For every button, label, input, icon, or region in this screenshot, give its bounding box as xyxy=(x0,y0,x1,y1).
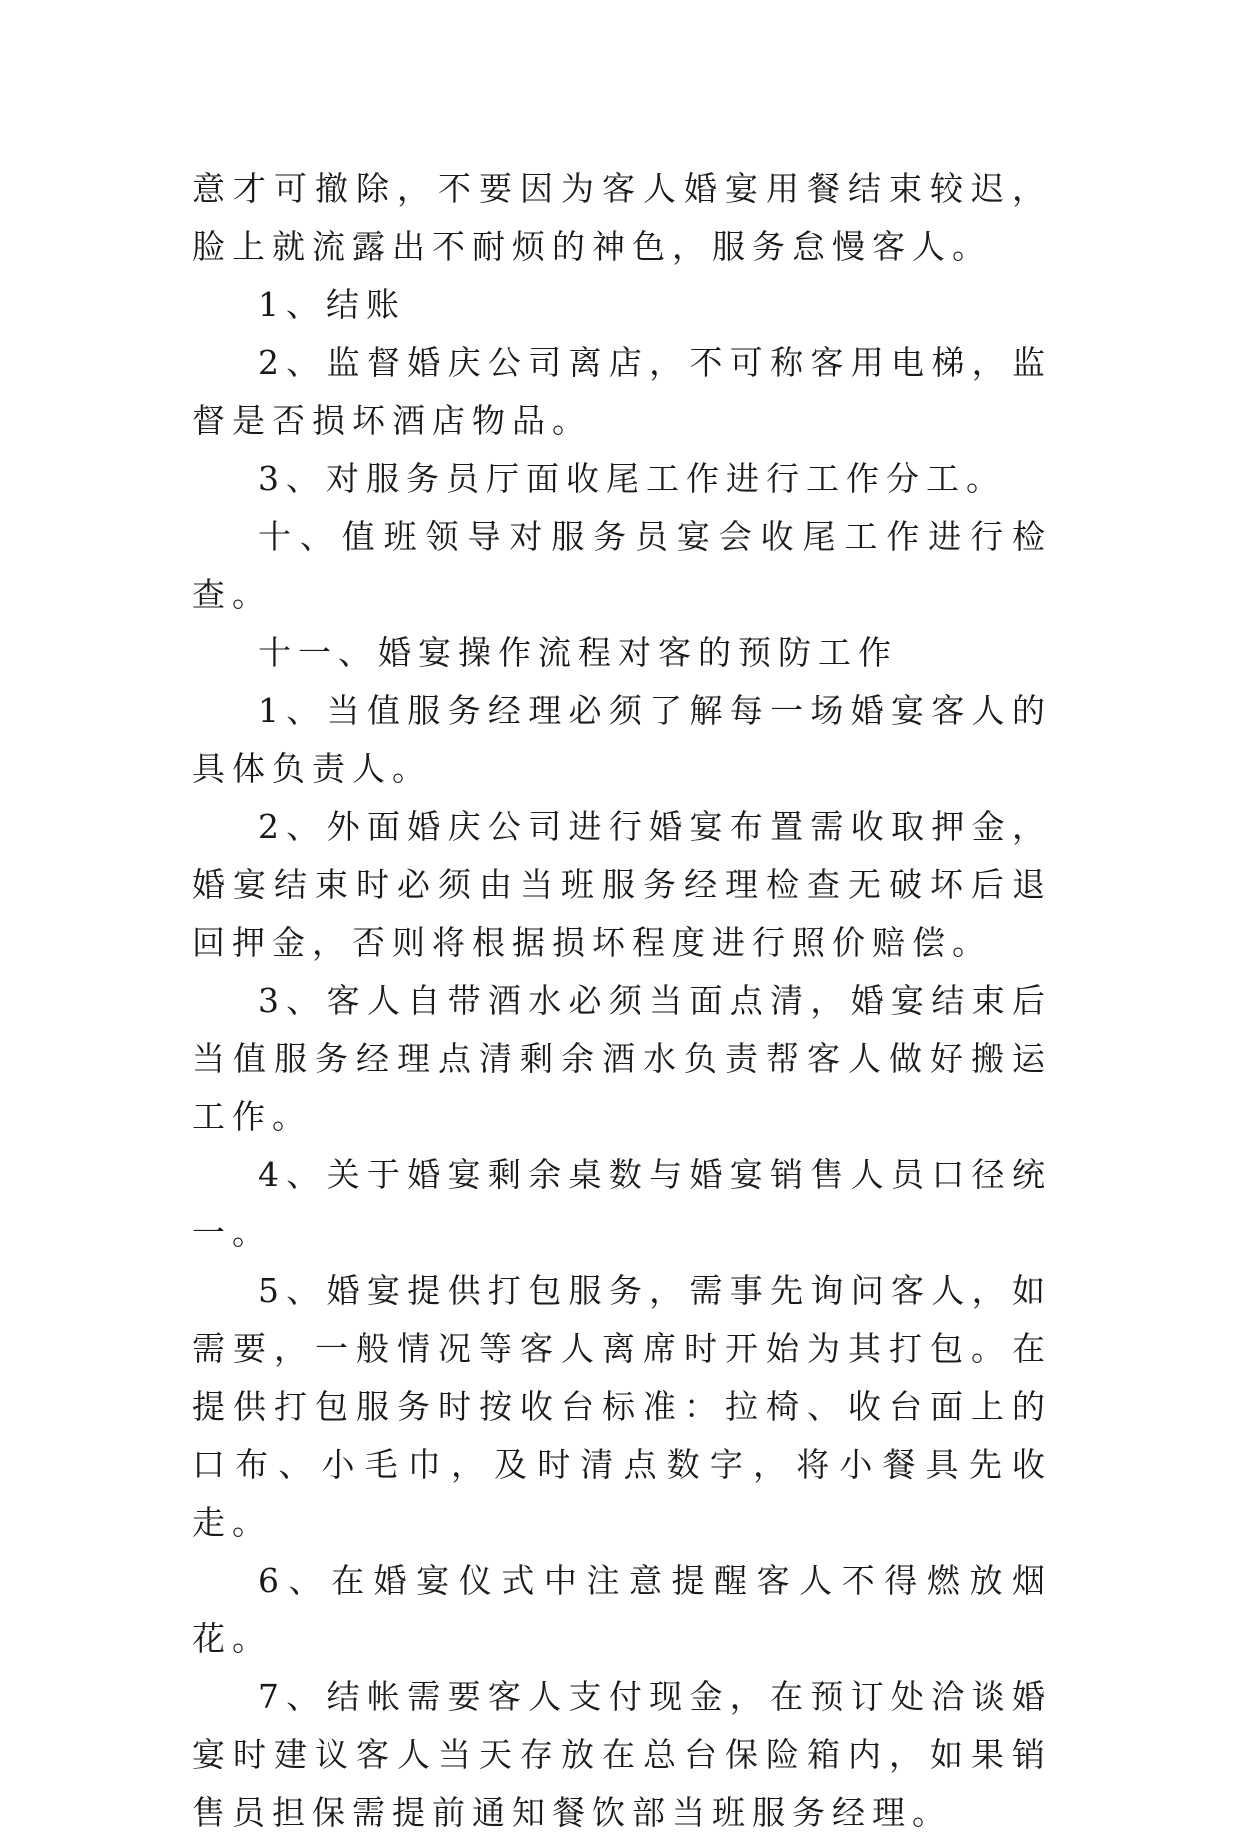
paragraph-item-drinks: 3、客人自带酒水必须当面点清，婚宴结束后当值服务经理点清剩余酒水负责帮客人做好搬运工作。 xyxy=(192,981,1052,1136)
paragraph-item-fireworks: 6、在婚宴仪式中注意提醒客人不得燃放烟花。 xyxy=(192,1561,1052,1658)
paragraph-item-payment: 7、结帐需要客人支付现金，在预订处洽谈婚宴时建议客人当天存放在总台保险箱内，如果销售员担保需提前通知餐饮部当班服务经理。 xyxy=(192,1677,1052,1832)
paragraph-item-supervise-departure: 2、监督婚庆公司离店，不可称客用电梯，监督是否损坏酒店物品。 xyxy=(192,343,1052,440)
paragraph-item-deposit: 2、外面婚庆公司进行婚宴布置需收取押金，婚宴结束时必须由当班服务经理检查无破坏后退回押金，否则将根据损坏程度进行照价赔偿。 xyxy=(192,807,1052,962)
section-heading-ten: 十、值班领导对服务员宴会收尾工作进行检查。 xyxy=(192,517,1052,614)
paragraph-item-table-count: 4、关于婚宴剩余桌数与婚宴销售人员口径统一。 xyxy=(192,1155,1052,1252)
paragraph-item-assign-work: 3、对服务员厅面收尾工作进行工作分工。 xyxy=(258,459,1006,498)
paragraph-item-packing: 5、婚宴提供打包服务，需事先询问客人，如需要，一般情况等客人离席时开始为其打包。在提供打包服务时按收台标准：拉椅、收台面上的口布、小毛巾，及时清点数字，将小餐具先收走。 xyxy=(192,1271,1052,1542)
paragraph-continuation: 意才可撤除，不要因为客人婚宴用餐结束较迟，脸上就流露出不耐烦的神色，服务怠慢客人。 xyxy=(192,169,1052,266)
document-body xyxy=(192,160,1052,1842)
paragraph-item-settle-bill: 1、结账 xyxy=(258,285,406,324)
section-heading-eleven: 十一、婚宴操作流程对客的预防工作 xyxy=(258,633,898,672)
paragraph-item-responsible-person: 1、当值服务经理必须了解每一场婚宴客人的具体负责人。 xyxy=(192,691,1052,788)
